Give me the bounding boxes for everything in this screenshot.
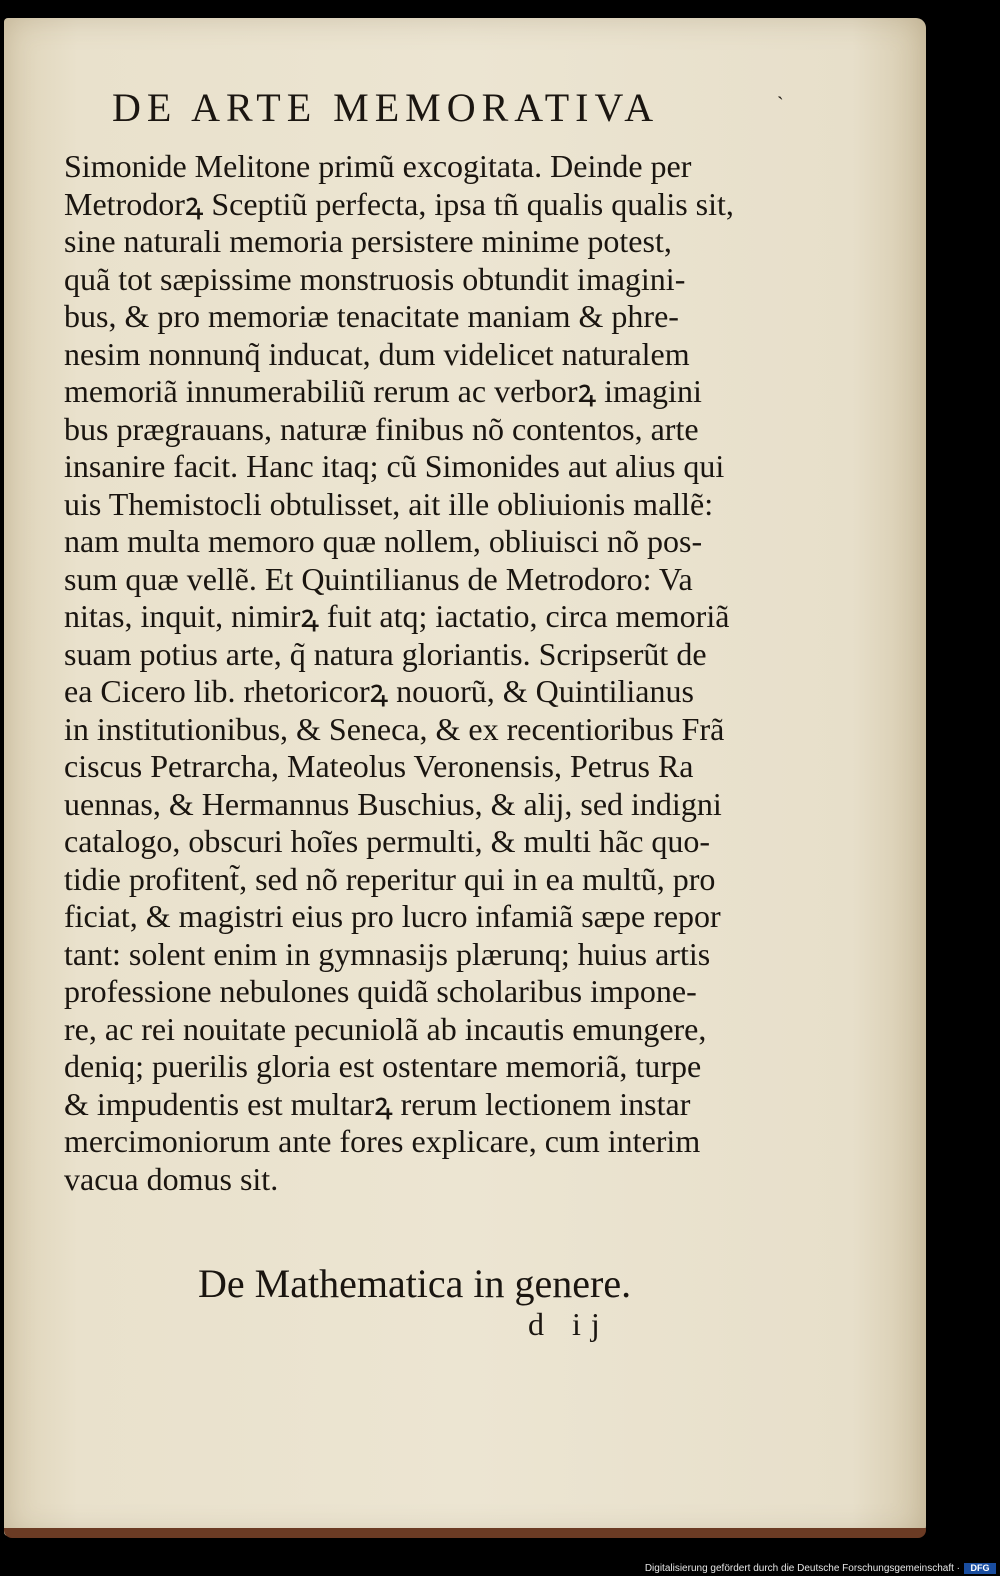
- signature-mark: d ij: [528, 1306, 610, 1342]
- text-line: ficiat, & magistri eius pro lucro infamiã sæpe repor: [64, 898, 721, 934]
- text-line: suam potius arte, q̃ natura gloriantis. Scripserũt de: [64, 635, 707, 672]
- text-line: insanire facit. Hanc itaq; cũ Simonides aut alius qui: [64, 448, 725, 484]
- text-line: deniq; puerilis gloria est ostentare memoriã, turpe: [64, 1048, 702, 1084]
- text-line: tidie profitent̃, sed nõ reperitur qui in ea multũ, pro: [64, 860, 716, 897]
- text-line: catalogo, obscuri hoĩes permulti, & multi hãc quo-: [64, 823, 711, 859]
- text-line: nitas, inquit, nimirꝝ fuit atq; iactatio, circa memoriã: [64, 598, 730, 634]
- text-line: re, ac rei nouitate pecuniolã ab incautis emungere,: [64, 1010, 707, 1047]
- body-text: [64, 148, 784, 1198]
- text-line: uis Themistocli obtulisset, ait ille obliuionis mallẽ:: [64, 485, 714, 522]
- text-line: sum quæ vellẽ. Et Quintilianus de Metrodoro: Va: [64, 560, 693, 597]
- text-line: professione nebulones quidã scholaribus impone-: [64, 973, 697, 1009]
- head-mark: ˎ: [777, 78, 784, 100]
- text-line: Simonide Melitone primũ excogitata. Deinde per: [64, 148, 692, 184]
- text-line: Metrodorꝝ Sceptiũ perfecta, ipsa tñ qualis qualis sit,: [64, 185, 734, 222]
- text-line: in institutionibus, & Seneca, & ex recentioribus Frã: [64, 710, 725, 747]
- dfg-logo: DFG: [964, 1563, 996, 1574]
- text-line: nesim nonnunq̃ inducat, dum videlicet naturalem: [64, 335, 690, 372]
- text-line: bus, & pro memoriæ tenacitate maniam & phre-: [64, 298, 679, 334]
- text-line: mercimoniorum ante fores explicare, cum interim: [64, 1123, 701, 1159]
- text-line: tant: solent enim in gymnasijs plærunq; huius artis: [64, 935, 711, 972]
- text-line: vacua domus sit.: [64, 1160, 279, 1197]
- section-heading: De Mathematica in genere.: [198, 1261, 632, 1306]
- digitization-credit: Digitalisierung gefördert durch die Deutsche Forschungsgemeinschaft ·: [644, 1563, 960, 1574]
- text-line: ciscus Petrarcha, Mateolus Veronensis, Petrus Ra: [64, 748, 694, 784]
- text-line: bus prægrauans, naturæ finibus nõ contentos, arte: [64, 410, 699, 447]
- page-edge: [4, 1528, 926, 1538]
- text-line: quã tot sæpissime monstruosis obtundit imagini-: [64, 260, 686, 297]
- text-line: & impudentis est multarꝝ rerum lectionem instar: [64, 1085, 691, 1122]
- running-head: DE ARTE MEMORATIVA: [112, 85, 660, 130]
- text-line: memoriã innumerabiliũ rerum ac verborꝝ imagini: [64, 373, 702, 409]
- text-line: uennas, & Hermannus Buschius, & alij, sed indigni: [64, 785, 722, 822]
- text-line: sine naturali memoria persistere minime potest,: [64, 223, 672, 259]
- text-line: nam multa memoro quæ nollem, obliuisci nõ pos-: [64, 523, 703, 559]
- text-line: ea Cicero lib. rhetoricorꝝ nouorũ, & Quintilianus: [64, 673, 694, 709]
